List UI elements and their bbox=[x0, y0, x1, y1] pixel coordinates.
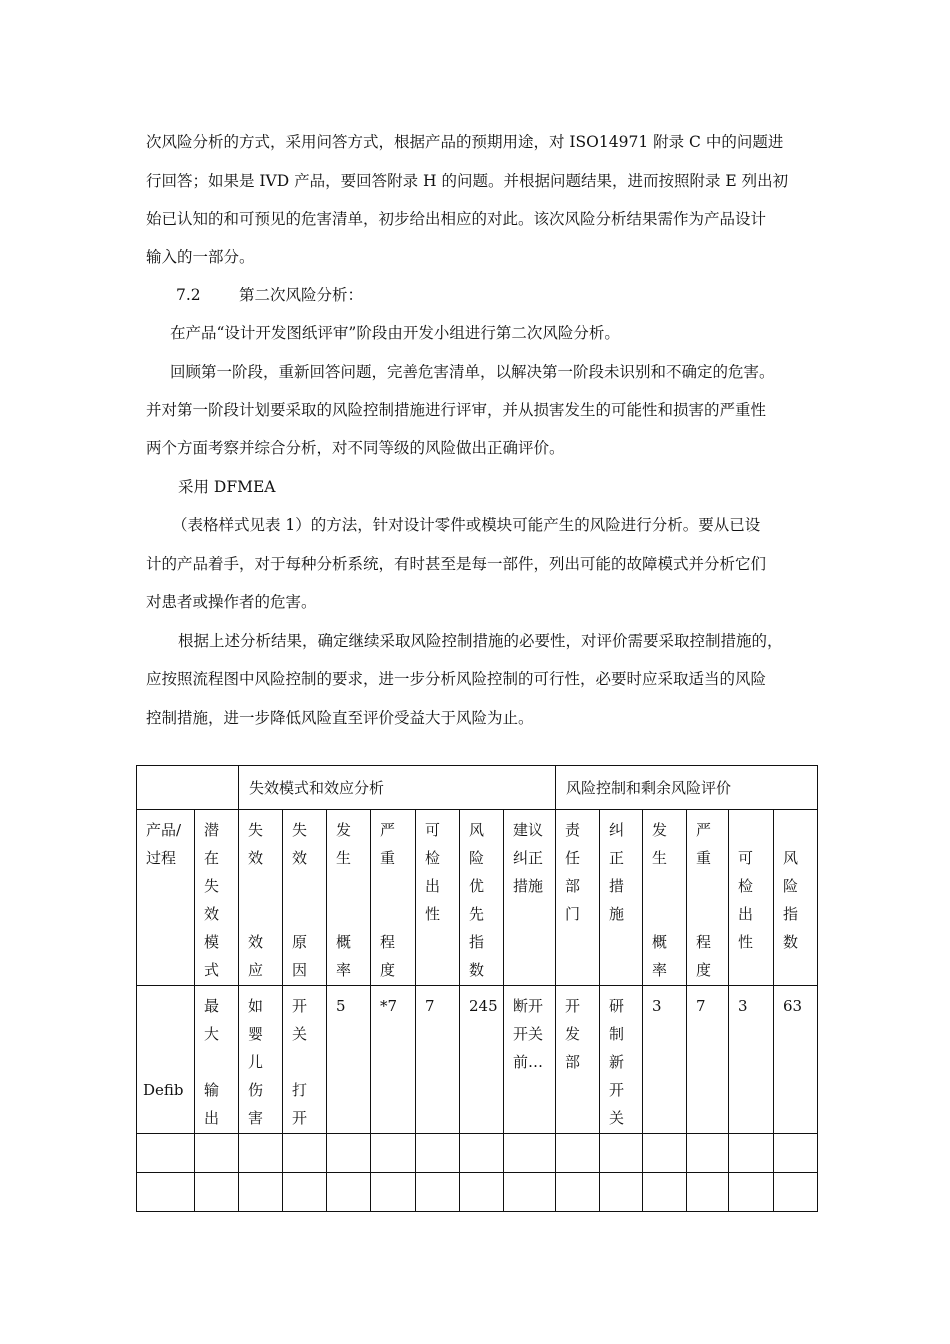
cell-responsible-dept bbox=[556, 986, 600, 1134]
paragraph-line: 采用 DFMEA bbox=[178, 478, 276, 496]
col-header-text: 风 bbox=[469, 821, 485, 839]
cell-text: 大 bbox=[204, 1025, 220, 1043]
col-header-text: 数 bbox=[469, 961, 485, 979]
cell-potential-failure bbox=[195, 986, 239, 1134]
col-header-text: 重 bbox=[380, 849, 396, 867]
col-header-text: 概 bbox=[652, 933, 668, 951]
cell-text: 7 bbox=[425, 997, 435, 1015]
cell-product bbox=[137, 986, 195, 1134]
col-header-text: 纠 bbox=[609, 821, 625, 839]
col-header-text: 可 bbox=[738, 849, 754, 867]
col-header-text: 险 bbox=[783, 877, 799, 895]
cell-text: 关 bbox=[609, 1109, 625, 1127]
col-header-text: 过程 bbox=[146, 849, 177, 867]
cell-rpn bbox=[460, 986, 504, 1134]
cell-text: 新 bbox=[609, 1053, 625, 1071]
section-title: 第二次风险分析： bbox=[239, 286, 364, 304]
col-header-text: 程 bbox=[380, 933, 396, 951]
paragraph-line: 根据上述分析结果，确定继续采取风险控制措施的必要性，对评价需要采取控制措施的， bbox=[178, 632, 783, 650]
col-header-text: 在 bbox=[204, 849, 220, 867]
cell-text: 伤 bbox=[248, 1081, 264, 1099]
paragraph-line: 在产品“设计开发图纸评审”阶段由开发小组进行第二次风险分析。 bbox=[170, 324, 620, 342]
col-header-text: 检 bbox=[738, 877, 754, 895]
col-header-recommended-action bbox=[504, 810, 556, 986]
cell-text: 前… bbox=[513, 1053, 544, 1071]
cell-text: 3 bbox=[738, 997, 748, 1015]
col-header-responsible-dept bbox=[556, 810, 600, 986]
col-header-text: 门 bbox=[565, 905, 581, 923]
col-header-text: 原 bbox=[292, 933, 308, 951]
cell-text: 部 bbox=[565, 1053, 581, 1071]
col-header-text: 措 bbox=[609, 877, 625, 895]
col-header-text: 潜 bbox=[204, 821, 220, 839]
group-header-fmea-label: 失效模式和效应分析 bbox=[249, 779, 385, 797]
table-row-empty bbox=[137, 1173, 818, 1212]
col-header-text: 数 bbox=[783, 933, 799, 951]
table-column-header-row bbox=[137, 810, 818, 986]
col-header-text: 概 bbox=[336, 933, 352, 951]
cell-text: 发 bbox=[565, 1025, 581, 1043]
cell-detectability-residual bbox=[729, 986, 774, 1134]
cell-text: 打 bbox=[292, 1081, 308, 1099]
col-header-text: 效 bbox=[248, 933, 264, 951]
cell-text: *7 bbox=[380, 997, 398, 1015]
cell-rpn-residual bbox=[774, 986, 818, 1134]
col-header-text: 责 bbox=[565, 821, 581, 839]
col-header-severity-residual bbox=[687, 810, 729, 986]
paragraph-line: 并对第一阶段计划要采取的风险控制措施进行评审，并从损害发生的可能性和损害的严重性 bbox=[146, 401, 767, 419]
col-header-text: 失 bbox=[204, 877, 220, 895]
col-header-text: 纠正 bbox=[513, 849, 544, 867]
cell-text: 245 bbox=[469, 997, 498, 1015]
col-header-occurrence-residual bbox=[643, 810, 687, 986]
col-header-text: 度 bbox=[696, 961, 712, 979]
col-header-text: 率 bbox=[652, 961, 668, 979]
paragraph-line: 应按照流程图中风险控制的要求，进一步分析风险控制的可行性，必要时应采取适当的风险 bbox=[146, 670, 767, 688]
cell-text: 开 bbox=[609, 1081, 625, 1099]
col-header-text: 出 bbox=[425, 877, 441, 895]
col-header-text: 因 bbox=[292, 961, 308, 979]
cell-failure-cause bbox=[283, 986, 327, 1134]
cell-text: 断开 bbox=[513, 997, 544, 1015]
col-header-potential-failure bbox=[195, 810, 239, 986]
cell-severity bbox=[371, 986, 416, 1134]
col-header-text: 生 bbox=[652, 849, 668, 867]
table-row bbox=[137, 986, 818, 1134]
table-row-empty bbox=[137, 1134, 818, 1173]
col-header-text: 严 bbox=[696, 821, 712, 839]
col-header-text: 失 bbox=[248, 821, 264, 839]
paragraph-line: （表格样式见表 1）的方法，针对设计零件或模块可能产生的风险进行分析。要从已设 bbox=[172, 516, 761, 534]
cell-text: 输 bbox=[204, 1081, 220, 1099]
cell-corrective-action bbox=[600, 986, 643, 1134]
col-header-text: 先 bbox=[469, 905, 485, 923]
col-header-text: 建议 bbox=[513, 821, 544, 839]
cell-text: 出 bbox=[204, 1109, 220, 1127]
col-header-text: 失 bbox=[292, 821, 308, 839]
group-header-risk-control-label: 风险控制和剩余风险评价 bbox=[566, 779, 732, 797]
section-number: 7.2 bbox=[176, 286, 201, 304]
cell-text: 7 bbox=[696, 997, 706, 1015]
col-header-text: 优 bbox=[469, 877, 485, 895]
cell-text: 5 bbox=[336, 997, 346, 1015]
col-header-detectability-residual bbox=[729, 810, 774, 986]
paragraph-line: 控制措施，进一步降低风险直至评价受益大于风险为止。 bbox=[146, 709, 534, 727]
col-header-text: 措施 bbox=[513, 877, 544, 895]
col-header-text: 险 bbox=[469, 849, 485, 867]
col-header-text: 程 bbox=[696, 933, 712, 951]
paragraph-line: 两个方面考察并综合分析，对不同等级的风险做出正确评价。 bbox=[146, 439, 565, 457]
paragraph-line: 行回答；如果是 IVD 产品，要回答附录 H 的问题。并根据问题结果，进而按照附录 E 列出初 bbox=[146, 172, 789, 190]
col-header-text: 风 bbox=[783, 849, 799, 867]
cell-text: 开 bbox=[292, 997, 308, 1015]
col-header-text: 模 bbox=[204, 933, 220, 951]
col-header-text: 式 bbox=[204, 961, 220, 979]
col-header-text: 效 bbox=[204, 905, 220, 923]
col-header-corrective-action bbox=[600, 810, 643, 986]
paragraph-line: 回顾第一阶段，重新回答问题，完善危害清单，以解决第一阶段未识别和不确定的危害。 bbox=[170, 363, 775, 381]
cell-severity-residual bbox=[687, 986, 729, 1134]
paragraph-line: 始已认知的和可预见的危害清单，初步给出相应的对此。该次风险分析结果需作为产品设计 bbox=[146, 210, 767, 228]
col-header-text: 正 bbox=[609, 849, 625, 867]
col-header-text: 产品/ bbox=[146, 821, 182, 839]
table-group-header-row bbox=[137, 766, 818, 810]
col-header-text: 出 bbox=[738, 905, 754, 923]
col-header-text: 性 bbox=[738, 933, 754, 951]
cell-text: 如 bbox=[248, 997, 264, 1015]
cell-text: 开关 bbox=[513, 1025, 544, 1043]
col-header-text: 率 bbox=[336, 961, 352, 979]
cell-text: 研 bbox=[609, 997, 625, 1015]
cell-text: 开 bbox=[565, 997, 581, 1015]
col-header-text: 重 bbox=[696, 849, 712, 867]
paragraph-line: 计的产品着手，对于每种分析系统，有时甚至是每一部件，列出可能的故障模式并分析它们 bbox=[146, 555, 767, 573]
cell-text: 3 bbox=[652, 997, 662, 1015]
paragraph-line: 次风险分析的方式，采用问答方式，根据产品的预期用途，对 ISO14971 附录 C 中的问题进 bbox=[146, 133, 784, 151]
group-header-risk-control bbox=[556, 766, 818, 810]
col-header-text: 生 bbox=[336, 849, 352, 867]
col-header-text: 度 bbox=[380, 961, 396, 979]
cell-occurrence bbox=[327, 986, 371, 1134]
cell-text: 儿 bbox=[248, 1053, 264, 1071]
cell-failure-effect bbox=[239, 986, 283, 1134]
cell-text: 开 bbox=[292, 1109, 308, 1127]
col-header-text: 指 bbox=[469, 933, 485, 951]
col-header-rpn bbox=[460, 810, 504, 986]
col-header-text: 发 bbox=[336, 821, 352, 839]
col-header-text: 施 bbox=[609, 905, 625, 923]
col-header-text: 严 bbox=[380, 821, 396, 839]
cell-detectability bbox=[416, 986, 460, 1134]
col-header-text: 发 bbox=[652, 821, 668, 839]
col-header-text: 应 bbox=[248, 961, 264, 979]
dfmea-table bbox=[136, 765, 818, 1212]
col-header-text: 任 bbox=[565, 849, 581, 867]
cell-recommended-action bbox=[504, 986, 556, 1134]
cell-occurrence-residual bbox=[643, 986, 687, 1134]
group-header-fmea bbox=[239, 766, 556, 810]
col-header-occurrence bbox=[327, 810, 371, 986]
col-header-failure-effect bbox=[239, 810, 283, 986]
col-header-text: 性 bbox=[425, 905, 441, 923]
cell-text: 关 bbox=[292, 1025, 308, 1043]
col-header-severity bbox=[371, 810, 416, 986]
cell-text: 制 bbox=[609, 1025, 625, 1043]
cell-text: 害 bbox=[248, 1109, 264, 1127]
cell-product-text: Defib bbox=[143, 1081, 184, 1099]
cell-text: 最 bbox=[204, 997, 220, 1015]
col-header-text: 效 bbox=[248, 849, 264, 867]
col-header-text: 可 bbox=[425, 821, 441, 839]
col-header-product bbox=[137, 810, 195, 986]
col-header-detectability bbox=[416, 810, 460, 986]
cell-text: 63 bbox=[783, 997, 803, 1015]
col-header-rpn-residual bbox=[774, 810, 818, 986]
col-header-text: 检 bbox=[425, 849, 441, 867]
paragraph-line: 输入的一部分。 bbox=[146, 248, 255, 266]
cell-text: 婴 bbox=[248, 1025, 264, 1043]
col-header-text: 部 bbox=[565, 877, 581, 895]
col-header-text: 指 bbox=[783, 905, 799, 923]
col-header-failure-cause bbox=[283, 810, 327, 986]
col-header-text: 效 bbox=[292, 849, 308, 867]
paragraph-line: 对患者或操作者的危害。 bbox=[146, 593, 317, 611]
table-cell-empty bbox=[137, 766, 239, 810]
